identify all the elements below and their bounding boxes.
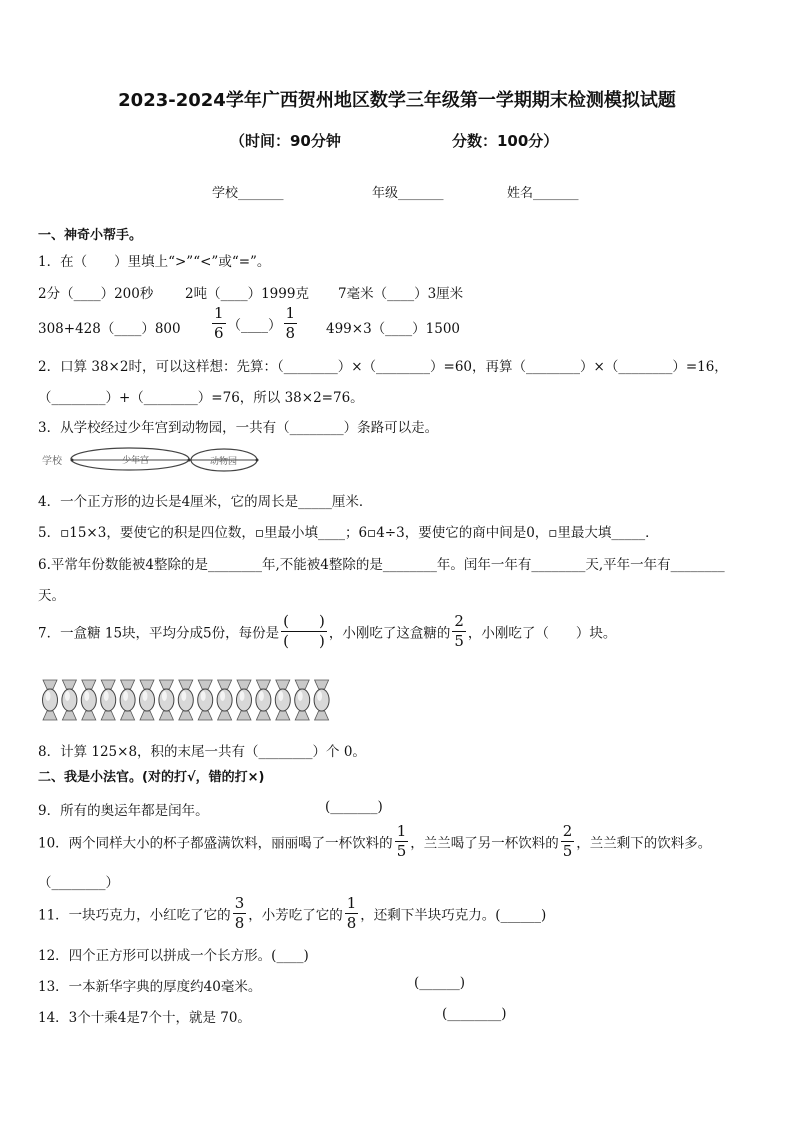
question-9: 9．所有的奥运年都是闰年。 — [38, 803, 209, 819]
fraction-one-fifth: $\frac{1}{5}$ — [396, 822, 407, 860]
name-field: 姓名_______ — [507, 186, 579, 201]
question-2-line-1: 2．口算 38×2时，可以这样想：先算：（________）×（________）=60，再算（________）×（________）=16， — [38, 359, 728, 375]
question-5: 5．▫15×3，要使它的积是四位数，▫里最小填____；6▫4÷3，要使它的商中间是0，▫里最大填_____． — [38, 525, 659, 541]
q10-answer-blank: （________） — [38, 875, 119, 891]
q9-answer-blank: (_______) — [325, 799, 383, 815]
candy-icon — [256, 680, 271, 720]
candy-icon — [81, 680, 96, 720]
candy-icon — [295, 680, 310, 720]
question-12: 12．四个正方形可以拼成一个长方形。(____) — [38, 948, 309, 964]
exam-time: （时间：90分钟 — [230, 132, 341, 150]
question-6-line-1: 6.平常年份数能被4整除的是________年,不能被4整除的是________年。闰年一年有________天,平年一年有________ — [38, 557, 725, 573]
q1-item-e: $\frac{1}{6}$ （____） $\frac{1}{8}$ — [214, 304, 296, 342]
school-field: 学校_______ — [212, 186, 284, 201]
question-8: 8．计算 125×8，积的末尾一共有（________）个 0。 — [38, 744, 366, 760]
question-14: 14．3个十乘4是7个十，就是 70。 — [38, 1010, 251, 1026]
route-diagram — [38, 446, 268, 474]
route-zoo-label: 动物园 — [210, 457, 238, 467]
q1-item-f: 499×3（____）1500 — [326, 321, 461, 337]
exam-score: 分数：100分） — [452, 132, 559, 150]
question-11: 11．一块巧克力，小红吃了它的 $\frac{3}{8}$ ，小芳吃了它的 $\frac{1}{8}$ ，还剩下半块巧克力。(______) — [38, 894, 547, 932]
fraction-one-sixth: $\frac{1}{6}$ — [214, 304, 224, 342]
candy-icon — [198, 680, 213, 720]
page-title: 2023-2024学年广西贺州地区数学三年级第一学期期末检测模拟试题 — [118, 90, 676, 111]
question-4: 4．一个正方形的边长是4厘米，它的周长是_____厘米． — [38, 494, 373, 510]
candy-icon — [43, 680, 58, 720]
candy-icon — [101, 680, 116, 720]
route-palace-label: 少年宫 — [122, 456, 150, 466]
question-6-line-2: 天。 — [38, 588, 65, 604]
fraction-three-eighths: $\frac{3}{8}$ — [234, 894, 245, 932]
question-2-line-2: （________）+（________）=76，所以 38×2=76。 — [38, 390, 364, 406]
question-10: 10．两个同样大小的杯子都盛满饮料，丽丽喝了一杯饮料的 $\frac{1}{5}$ ，兰兰喝了另一杯饮料的 $\frac{2}{5}$ ，兰兰剩下的饮料多。 — [38, 822, 712, 860]
fraction-two-fifths: $\frac{2}{5}$ — [562, 822, 573, 860]
candy-icon — [237, 680, 252, 720]
question-7: 7．一盒糖 15块，平均分成5份，每份是 $\frac{( )}{( )}$ ，小刚吃了这盒糖的 $\frac{2}{5}$ ，小刚吃了（ ）块。 — [38, 612, 617, 650]
section-2-heading: 二、我是小法官。(对的打√，错的打×) — [38, 770, 265, 785]
candy-icon — [275, 680, 290, 720]
question-1: 1．在（ ）里填上“>”“<”或“=”。 — [38, 254, 271, 270]
q14-answer-blank: (________) — [442, 1006, 507, 1022]
q1-item-d: 308+428（____）800 — [38, 321, 181, 337]
question-3: 3．从学校经过少年宫到动物园，一共有（________）条路可以走。 — [38, 420, 439, 436]
q1-item-b: 2吨（____）1999克 — [185, 286, 309, 302]
candy-icon — [178, 680, 193, 720]
candy-icon — [140, 680, 155, 720]
candy-icon — [314, 680, 329, 720]
q13-answer-blank: (______) — [414, 975, 466, 991]
grade-field: 年级_______ — [372, 186, 444, 201]
q1-item-a: 2分（____）200秒 — [38, 286, 154, 302]
q1-item-c: 7毫米（____）3厘米 — [338, 286, 464, 302]
section-1-heading: 一、神奇小帮手。 — [38, 228, 143, 243]
candy-icon — [62, 680, 77, 720]
candy-icon — [159, 680, 174, 720]
fraction-one-eighth: $\frac{1}{8}$ — [346, 894, 357, 932]
question-13: 13．一本新华字典的厚度约40毫米。 — [38, 979, 262, 995]
candy-illustration — [40, 678, 340, 722]
route-school-label: 学校 — [42, 456, 62, 467]
candy-icon — [120, 680, 135, 720]
fraction-two-fifths: $\frac{2}{5}$ — [454, 612, 464, 650]
fraction-one-eighth: $\frac{1}{8}$ — [285, 304, 296, 342]
candy-icon — [217, 680, 232, 720]
fraction-blank: $\frac{( )}{( )}$ — [283, 612, 325, 650]
